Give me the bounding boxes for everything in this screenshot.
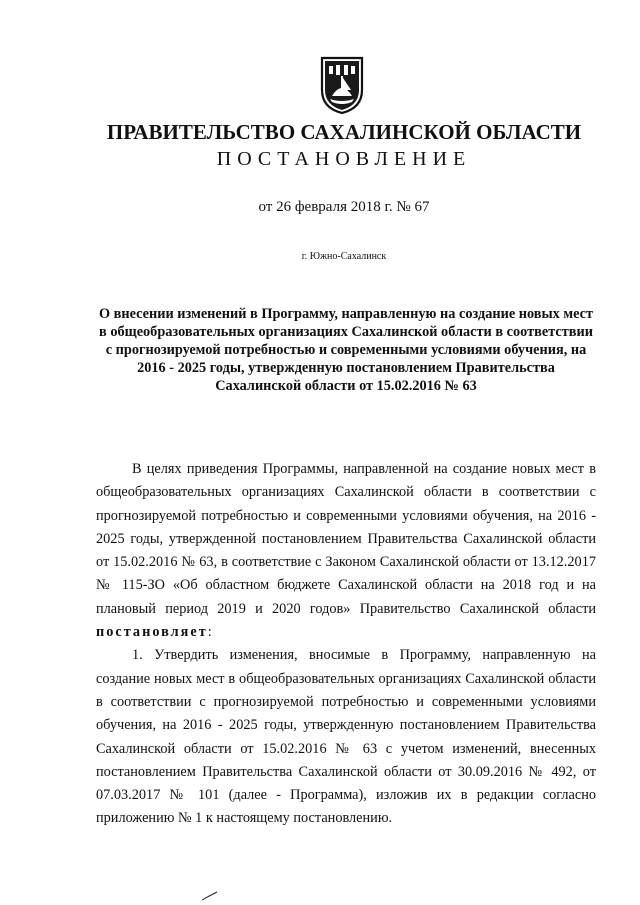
- document-type: ПОСТАНОВЛЕНИЕ: [216, 148, 472, 170]
- document-date-number: от 26 февраля 2018 г. № 67: [258, 199, 430, 215]
- sakhalin-coat-of-arms-icon: [319, 56, 365, 114]
- pen-stroke-icon: [200, 890, 220, 902]
- document-subject: О внесении изменений в Программу, направленную на создание новых мест в общеобразовательных организациях Сахалинской области в соответствии с прогнозируемой потребностью и современными условиями обучения, на 2016 - 2025 годы, утвержденную постановлением Правительства Сахалинской области от 15.02.2016 № 63: [98, 306, 594, 394]
- preamble-text: В целях приведения Программы, направленной на создание новых мест в общеобразовательных организациях Сахалинской области в соответствии с прогнозируемой потребностью и современными условиями обучения, на 2016 - 2025 годы, утвержденной постановлением Правительства Сахалинской области от 15.02.2016 № 63, в соответствие с Законом Сахалинской области от 13.12.2017 № 115-ЗО «Об областном бюджете Сахалинской области на 2018 год и на плановый период 2019 и 2020 годов» Правительство Сахалинской области: [96, 461, 596, 617]
- government-title: ПРАВИТЕЛЬСТВО САХАЛИНСКОЙ ОБЛАСТИ: [106, 120, 582, 144]
- point-1-paragraph: 1. Утвердить изменения, вносимые в Программу, направленную на создание новых мест в общеобразовательных организациях Сахалинской области в соответствии с прогнозируемой потребностью и современными условиями обучения, на 2016 - 2025 годы, утвержденную постановлением Правительства Сахалинской области от 15.02.2016 № 63 с учетом изменений, внесенных постановлением Правительства Сахалинской области от 30.09.2016 № 492, от 07.03.2017 № 101 (далее - Программа), изложив их в редакции согласно приложению № 1 к настоящему постановлению.: [96, 647, 596, 827]
- document-body: [96, 458, 596, 831]
- decree-word: постановляет: [96, 624, 208, 641]
- preamble-paragraph: [96, 458, 596, 644]
- decree-colon: :: [207, 624, 212, 641]
- document-city: г. Южно-Сахалинск: [301, 251, 387, 262]
